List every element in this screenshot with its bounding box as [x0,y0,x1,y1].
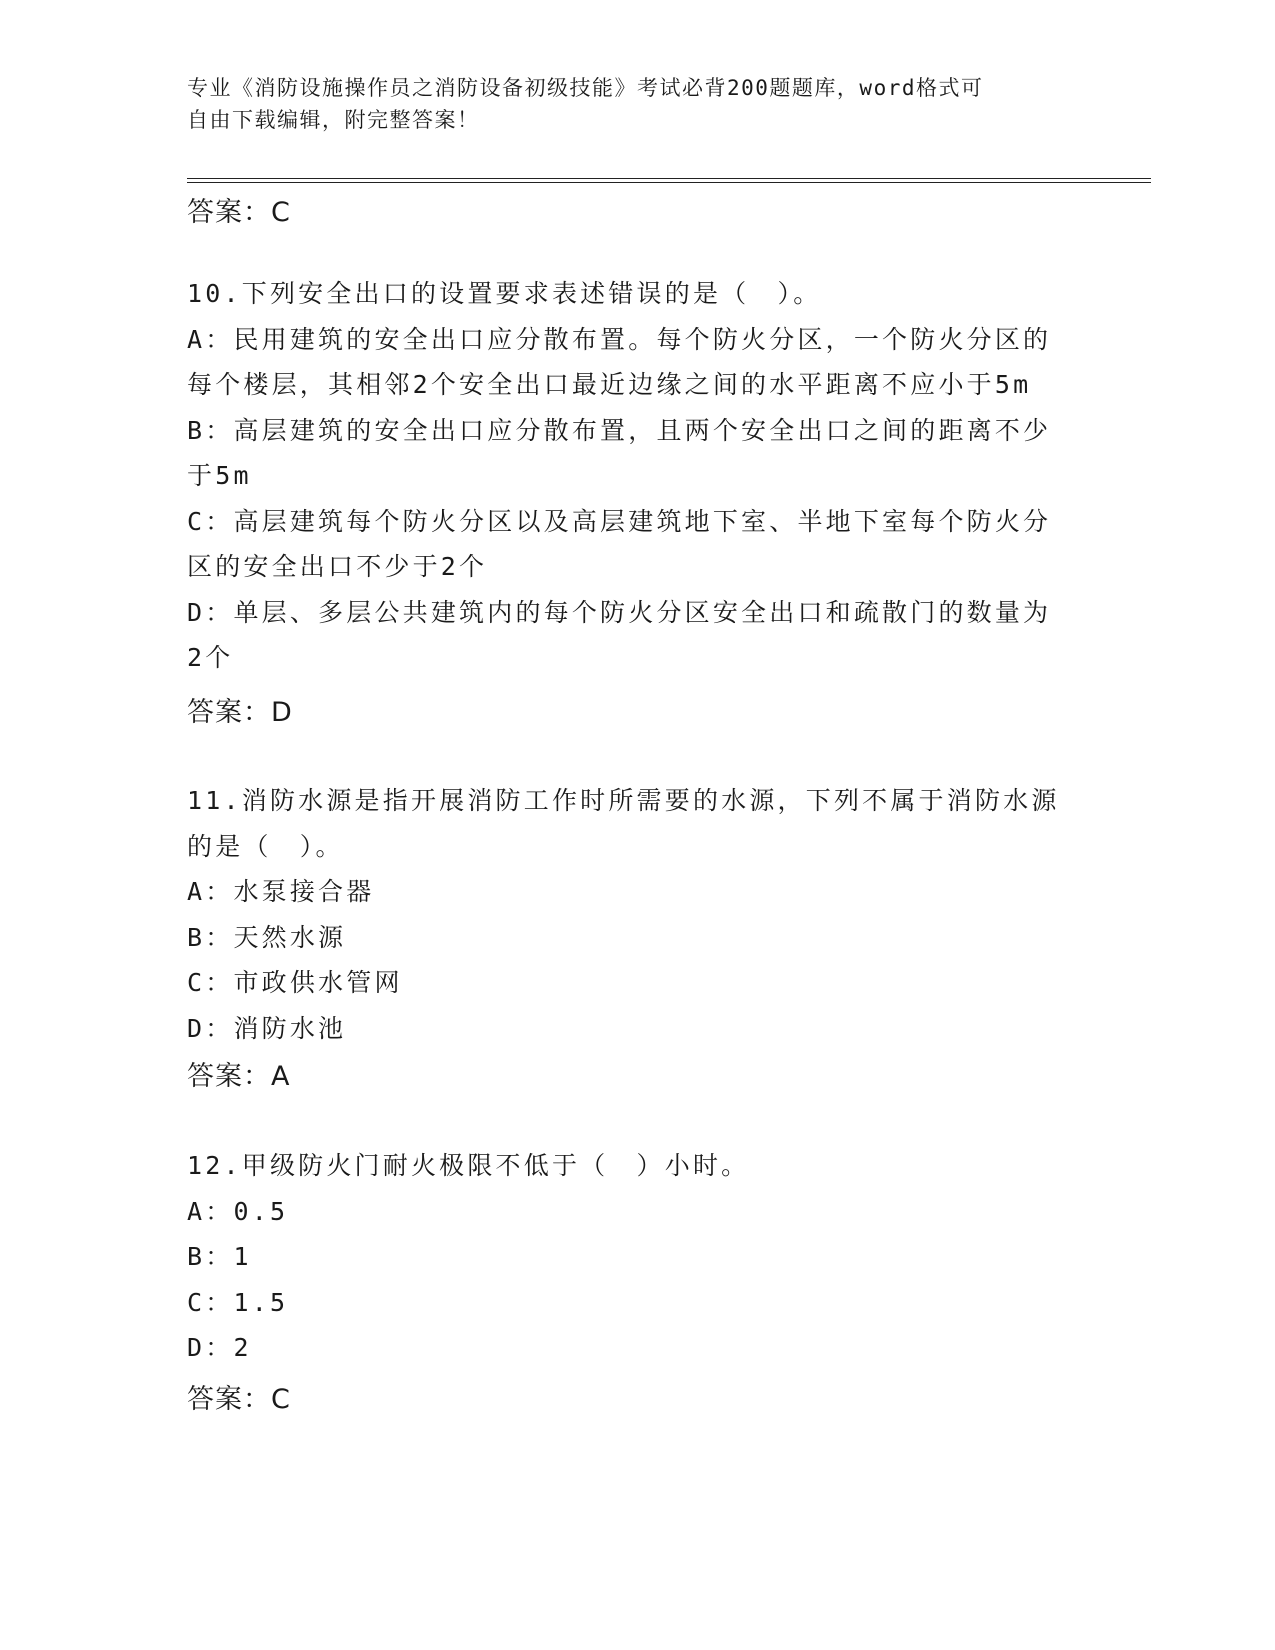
header-rule-top [187,178,1151,179]
question-11 [187,778,1067,1051]
header-line-2: 自由下载编辑，附完整答案！ [187,108,480,132]
option-10-b-line-1: B：高层建筑的安全出口应分散布置，且两个安全出口之间的距离不少 [187,415,1052,445]
question-11-stem-line-2: 的是（ ）。 [187,831,344,861]
answer-10: 答案：D [187,697,293,728]
answer-12: 答案：C [187,1384,291,1415]
option-12-c: C：1.5 [187,1287,289,1317]
option-11-c: C：市政供水管网 [187,968,403,997]
question-10 [187,271,1067,681]
option-10-b-line-2: 于5m [187,461,252,490]
question-10-stem: 10.下列安全出口的设置要求表述错误的是（ ）。 [187,279,822,308]
header-rule-bottom [187,182,1151,183]
header-line-1: 专业《消防设施操作员之消防设备初级技能》考试必背200题题库，word格式可 [187,76,984,100]
document-header [187,72,1087,136]
option-11-d: D：消防水池 [187,1013,347,1043]
question-12-stem: 12.甲级防火门耐火极限不低于（ ）小时。 [187,1151,750,1180]
answer-previous: 答案：C [187,197,291,228]
option-10-d-line-2: 2个 [187,643,234,672]
question-11-stem-line-1: 11.消防水源是指开展消防工作时所需要的水源，下列不属于消防水源 [187,786,1060,815]
option-10-c-line-1: C：高层建筑每个防火分区以及高层建筑地下室、半地下室每个防火分 [187,506,1052,536]
question-12 [187,1143,1067,1371]
option-12-d: D：2 [187,1333,252,1362]
option-11-b: B：天然水源 [187,922,347,952]
option-10-d-line-1: D：单层、多层公共建筑内的每个防火分区安全出口和疏散门的数量为 [187,597,1052,627]
answer-11: 答案：A [187,1061,291,1092]
option-10-a-line-1: A：民用建筑的安全出口应分散布置。每个防火分区，一个防火分区的 [187,324,1052,354]
option-12-a: A：0.5 [187,1196,289,1226]
option-10-c-line-2: 区的安全出口不少于2个 [187,552,488,581]
option-11-a: A：水泵接合器 [187,877,375,906]
option-12-b: B：1 [187,1242,252,1271]
option-10-a-line-2: 每个楼层，其相邻2个安全出口最近边缘之间的水平距离不应小于5m [187,370,1032,399]
